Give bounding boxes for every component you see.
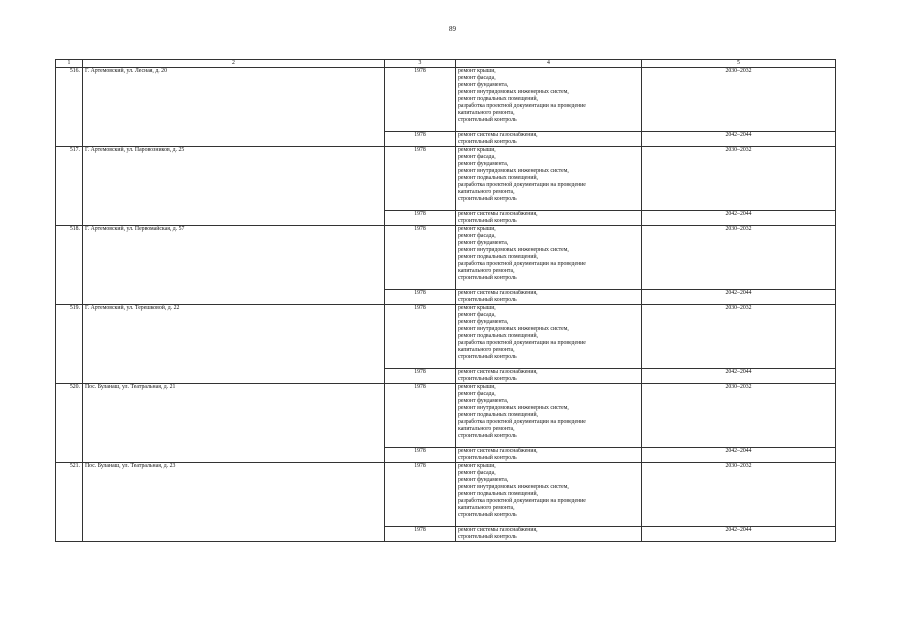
row-number: 517. (56, 147, 83, 226)
planned-period-main: 2030–2032 (642, 384, 836, 448)
row-number: 516. (56, 68, 83, 147)
work-item: строительный контроль (458, 512, 517, 518)
table-row (56, 463, 836, 527)
work-item: ремонт крыши, (458, 68, 496, 74)
building-address: Г. Артемовский, ул. Терешковой, д. 22 (83, 305, 385, 384)
commissioning-year: 1978 (385, 147, 456, 211)
planned-period-gas: 2042–2044 (642, 211, 836, 226)
column-header: 2 (83, 60, 385, 68)
building-address: Г. Артемовский, ул. Первомайская, д. 57 (83, 226, 385, 305)
work-item: ремонт крыши, (458, 147, 496, 153)
work-item: ремонт фундамента, (458, 240, 509, 246)
column-header: 3 (385, 60, 456, 68)
work-item: ремонт системы газоснабжения, (458, 290, 538, 296)
planned-period-gas: 2042–2044 (642, 527, 836, 542)
work-item: ремонт системы газоснабжения, (458, 369, 538, 375)
work-item: капитального ремонта, (458, 110, 515, 116)
works-list-main (456, 147, 642, 211)
work-item: ремонт подвальных помещений, (458, 175, 538, 181)
planned-period-main: 2030–2032 (642, 305, 836, 369)
work-item: строительный контроль (458, 139, 517, 145)
work-item: ремонт подвальных помещений, (458, 491, 538, 497)
work-item: ремонт крыши, (458, 463, 496, 469)
work-item: ремонт фасада, (458, 470, 496, 476)
planned-period-gas: 2042–2044 (642, 290, 836, 305)
commissioning-year: 1978 (385, 369, 456, 384)
row-number: 521. (56, 463, 83, 542)
work-item: строительный контроль (458, 196, 517, 202)
commissioning-year: 1978 (385, 448, 456, 463)
repair-register-table (55, 59, 836, 542)
work-item: строительный контроль (458, 534, 517, 540)
column-header: 4 (456, 60, 642, 68)
works-list-gas (456, 211, 642, 226)
page-number: 89 (449, 25, 456, 33)
work-item: ремонт крыши, (458, 226, 496, 232)
row-number: 520. (56, 384, 83, 463)
planned-period-gas: 2042–2044 (642, 369, 836, 384)
table-body (56, 68, 836, 542)
work-item: ремонт крыши, (458, 305, 496, 311)
building-address: Пос. Буланаш, ул. Театральная, д. 21 (83, 384, 385, 463)
work-item: капитального ремонта, (458, 426, 515, 432)
work-item: разработка проектной документации на проведение (458, 340, 586, 346)
works-list-gas (456, 448, 642, 463)
work-item: ремонт фундамента, (458, 398, 509, 404)
work-item: разработка проектной документации на проведение (458, 261, 586, 267)
planned-period-gas: 2042–2044 (642, 132, 836, 147)
row-number: 519. (56, 305, 83, 384)
work-item: ремонт крыши, (458, 384, 496, 390)
work-item: разработка проектной документации на проведение (458, 498, 586, 504)
work-item: ремонт фундамента, (458, 82, 509, 88)
planned-period-main: 2030–2032 (642, 463, 836, 527)
works-list-main (456, 463, 642, 527)
commissioning-year: 1978 (385, 305, 456, 369)
planned-period-main: 2030–2032 (642, 147, 836, 211)
column-header: 5 (642, 60, 836, 68)
work-item: строительный контроль (458, 376, 517, 382)
table-row (56, 384, 836, 448)
works-list-gas (456, 290, 642, 305)
works-list-main (456, 384, 642, 448)
planned-period-main: 2030–2032 (642, 226, 836, 290)
work-item: строительный контроль (458, 218, 517, 224)
building-address: Пос. Буланаш, ул. Театральная, д. 23 (83, 463, 385, 542)
work-item: строительный контроль (458, 433, 517, 439)
works-list-gas (456, 527, 642, 542)
work-item: разработка проектной документации на проведение (458, 103, 586, 109)
work-item: ремонт фундамента, (458, 477, 509, 483)
table-row (56, 226, 836, 290)
work-item: ремонт системы газоснабжения, (458, 527, 538, 533)
work-item: ремонт внутридомовых инженерных систем, (458, 247, 569, 253)
work-item: разработка проектной документации на проведение (458, 182, 586, 188)
work-item: капитального ремонта, (458, 347, 515, 353)
work-item: ремонт подвальных помещений, (458, 412, 538, 418)
works-list-gas (456, 132, 642, 147)
work-item: капитального ремонта, (458, 268, 515, 274)
table-header-row (56, 60, 836, 68)
work-item: ремонт системы газоснабжения, (458, 211, 538, 217)
work-item: ремонт фундамента, (458, 319, 509, 325)
work-item: строительный контроль (458, 117, 517, 123)
building-address: Г. Артемовский, ул. Паровозников, д. 25 (83, 147, 385, 226)
work-item: разработка проектной документации на проведение (458, 419, 586, 425)
work-item: строительный контроль (458, 275, 517, 281)
work-item: строительный контроль (458, 354, 517, 360)
work-item: капитального ремонта, (458, 189, 515, 195)
work-item: ремонт внутридомовых инженерных систем, (458, 484, 569, 490)
work-item: ремонт подвальных помещений, (458, 254, 538, 260)
work-item: ремонт фасада, (458, 75, 496, 81)
work-item: строительный контроль (458, 455, 517, 461)
work-item: ремонт внутридомовых инженерных систем, (458, 89, 569, 95)
planned-period-main: 2030–2032 (642, 68, 836, 132)
commissioning-year: 1978 (385, 226, 456, 290)
commissioning-year: 1978 (385, 527, 456, 542)
work-item: ремонт подвальных помещений, (458, 96, 538, 102)
work-item: ремонт фасада, (458, 312, 496, 318)
work-item: ремонт фасада, (458, 154, 496, 160)
work-item: ремонт системы газоснабжения, (458, 132, 538, 138)
commissioning-year: 1978 (385, 463, 456, 527)
row-number: 518. (56, 226, 83, 305)
work-item: ремонт подвальных помещений, (458, 333, 538, 339)
works-list-main (456, 68, 642, 132)
work-item: ремонт фундамента, (458, 161, 509, 167)
building-address: Г. Артемовский, ул. Лесная, д. 20 (83, 68, 385, 147)
work-item: капитального ремонта, (458, 505, 515, 511)
work-item: ремонт внутридомовых инженерных систем, (458, 326, 569, 332)
work-item: строительный контроль (458, 297, 517, 303)
works-list-main (456, 226, 642, 290)
work-item: ремонт системы газоснабжения, (458, 448, 538, 454)
planned-period-gas: 2042–2044 (642, 448, 836, 463)
work-item: ремонт фасада, (458, 233, 496, 239)
table-row (56, 147, 836, 211)
works-list-gas (456, 369, 642, 384)
commissioning-year: 1978 (385, 68, 456, 132)
commissioning-year: 1978 (385, 384, 456, 448)
commissioning-year: 1978 (385, 132, 456, 147)
table-row (56, 68, 836, 132)
work-item: ремонт фасада, (458, 391, 496, 397)
commissioning-year: 1978 (385, 290, 456, 305)
column-header: 1 (56, 60, 83, 68)
works-list-main (456, 305, 642, 369)
table-row (56, 305, 836, 369)
work-item: ремонт внутридомовых инженерных систем, (458, 168, 569, 174)
commissioning-year: 1978 (385, 211, 456, 226)
work-item: ремонт внутридомовых инженерных систем, (458, 405, 569, 411)
